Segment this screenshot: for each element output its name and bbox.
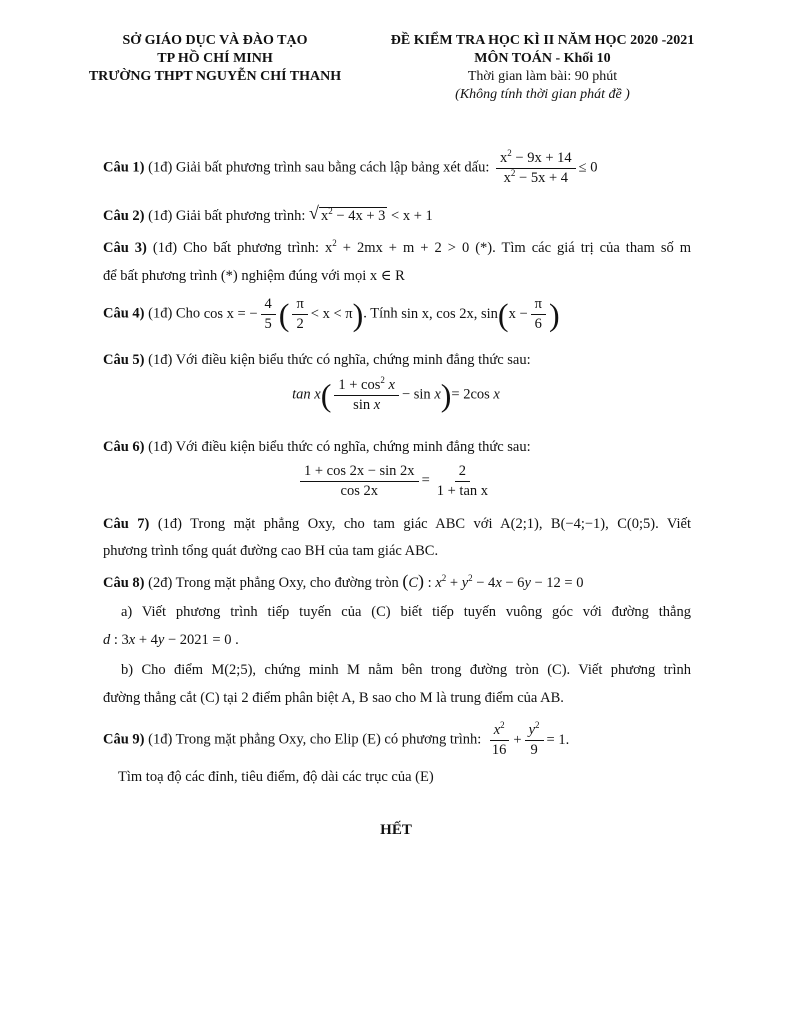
question-text: (2đ) Trong mặt phẳng Oxy, cho đường tròn [144,575,399,591]
exam-subject: MÔN TOÁN - Khối 10 [474,51,611,66]
formula: √ $x^2 - 4x + 3 < x + 1$ [309,203,433,224]
question-2 [103,205,691,227]
question-8a-text: a) Viết phương trình tiếp tuyến của (C) biết tiếp tuyến vuông góc với đường thẳng [121,604,691,620]
formula-identity-2: $\frac{1 + \cos 2x - \sin 2x}{\cos 2x}$ = $\frac{2}{\text{1 + tan x}}$ [0,463,792,499]
formula-ellipse: $\frac{x^2}{16}$ + $\frac{y^2}{9}$ = 1. [485,732,569,748]
header-department: SỞ GIÁO DỤC VÀ ĐÀO TẠO [122,33,308,48]
header-school-name: TRƯỜNG THPT NGUYỄN CHÍ THANH [88,69,342,84]
question-label: Câu 1) [103,159,145,176]
exam-title: ĐỀ KIỂM TRA HỌC KÌ II NĂM HỌC 2020 -2021 [390,33,695,48]
question-label: Câu 5) [103,352,145,368]
question-label: Câu 6) [103,439,145,455]
question-5 [103,349,691,371]
question-8b-line-2: đường thẳng cắt (C) tại 2 điểm phân biệt A, B sao cho M là trung điểm của AB. [103,690,564,706]
formula-fraction: $\frac{x^2 - 9x + 14}{x^2 - 5x + 4}$ [496,150,576,186]
formula: $x^2 + 2mx + m + 2 > 0$ [325,238,470,256]
question-text: (1đ) Trong mặt phẳng Oxy, cho tam giác ABC với A(2;1), B(−4;−1), C(0;5). Viết [149,516,691,532]
question-line-2: để bất phương trình (*) nghiệm đúng với mọi [103,268,367,284]
question-text: (1đ) Cho [144,305,201,322]
header-exam-info [370,32,715,104]
question-9 [103,722,691,758]
question-label: Câu 2) [103,208,145,224]
question-3: Câu 3) (1đ) Cho bất phương trình: $x^2 + 2mx + m + 2 > 0$ (*). Tìm các giá trị của tham số m để bất phương trình (*) nghiệm đúng với mọi x ∈ R [103,238,692,284]
question-text: (1đ) Giải bất phương trình sau bằng cách lập bảng xét dấu: [144,159,490,176]
question-text: (1đ) Với điều kiện biểu thức có nghĩa, chứng minh đẳng thức sau: [144,439,531,455]
question-text: (1đ) Cho bất phương trình: [146,240,319,256]
question-text: (1đ) Trong mặt phẳng Oxy, cho Elip (E) có phương trình: [144,731,482,748]
question-label: Câu 8) [103,575,145,591]
formula-identity-1: tan x( $\frac{1 + \cos^2 x}{\text{sin x}}$ − sin x)= 2cos x [292,375,500,414]
header-city: TP HỒ CHÍ MINH [157,51,273,66]
question-text: (1đ) Giải bất phương trình: [144,208,306,224]
question-1: Câu 1) (1đ) Giải bất phương trình sau bằng cách lập bảng xét dấu: $\frac{x^2 - 9x + 14}{x^2 - 5x + 4}$ ≤ 0 [103,148,598,186]
question-line-2: phương trình tổng quát đường cao BH của tam giác ABC. [103,543,439,559]
question-8 [103,570,691,594]
formula-cos: cos x = − $\frac{4}{5}$ ( $\frac{\pi}{2}$ < x < π) [203,296,364,333]
header-school [70,32,360,86]
question-label: Câu 7) [103,516,150,532]
end-marker: HẾT [380,822,412,838]
exam-duration: Thời gian làm bài: 90 phút [467,69,618,84]
question-8b [103,659,691,709]
question-8b-text: b) Cho điểm M(2;5), chứng minh M nằm bên trong đường tròn (C). Viết phương trình [121,662,691,678]
formula-circle: (C) : $x^2 + y^2 - 4x - 6y - 12 = 0$ [402,571,584,591]
question-text-cont: . Tính [363,305,398,322]
question-8a [103,601,691,651]
question-text-cont: (*). Tìm các giá trị của tham số m [469,240,692,256]
question-label: Câu 9) [103,731,145,748]
formula-line-d: d : 3x + 4y − 2021 = 0 . [103,632,239,648]
question-label: Câu 3) [103,240,147,256]
question-6 [103,436,691,458]
exam-note: (Không tính thời gian phát đề ) [455,87,630,102]
formula-targets: sin x, cos 2x, sin(x − $\frac{\pi}{6}$ ) [401,296,560,333]
question-4 [103,296,691,332]
question-9-task: Tìm toạ độ các đỉnh, tiêu điểm, độ dài các trục của (E) [118,769,434,785]
question-text: (1đ) Với điều kiện biểu thức có nghĩa, chứng minh đẳng thức sau: [144,352,531,368]
question-label: Câu 4) [103,305,145,322]
question-7 [103,513,691,562]
